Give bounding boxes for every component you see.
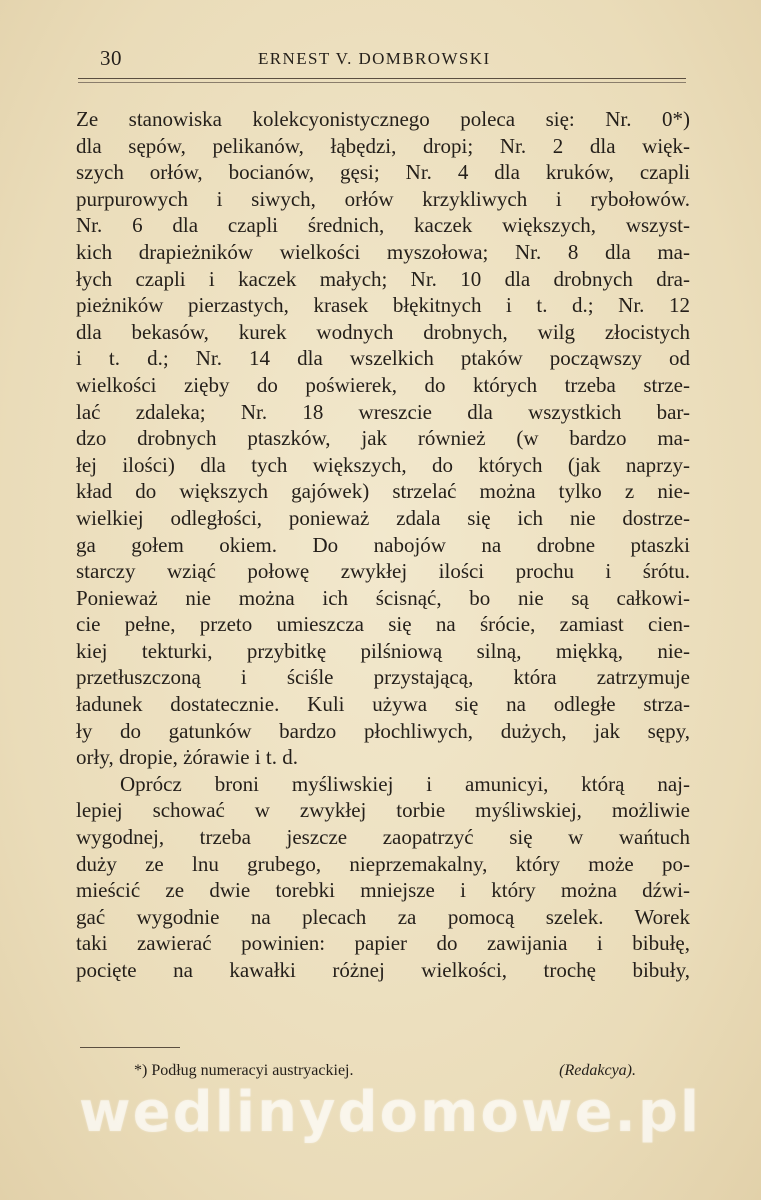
text-line: kład do większych gajówek) strzelać można tylko z nie- bbox=[76, 479, 690, 504]
text-line: starczy wziąć połowę zwykłej ilości prochu i śrótu. bbox=[76, 559, 690, 584]
text-line: dla sępów, pelikanów, łąbędzi, dropi; Nr. 2 dla więk- bbox=[76, 133, 690, 158]
text-line: cie pełne, przeto umieszcza się na śrócie, zamiast cien- bbox=[76, 612, 690, 637]
text-line: dla bekasów, kurek wodnych drobnych, wilg złocistych bbox=[76, 319, 690, 344]
text-line: lać zdaleka; Nr. 18 wreszcie dla wszystkich bar- bbox=[76, 399, 690, 424]
text-line: łych czapli i kaczek małych; Nr. 10 dla drobnych dra- bbox=[76, 266, 690, 291]
text-line: szych orłów, bocianów, gęsi; Nr. 4 dla kruków, czapli bbox=[76, 160, 690, 185]
text-line: wielkiej odległości, ponieważ zdala się ich nie dostrze- bbox=[76, 505, 690, 530]
text-line: Ponieważ nie można ich ścisnąć, bo nie są całkowi- bbox=[76, 585, 690, 610]
text-line: ga gołem okiem. Do nabojów na drobne ptaszki bbox=[76, 532, 690, 557]
footnote bbox=[134, 1060, 654, 1082]
footnote-credit: (Redakcya). bbox=[559, 1062, 636, 1079]
footnote-rule bbox=[80, 1047, 180, 1048]
text-line: przetłuszczoną i ściśle przystającą, która zatrzymuje bbox=[76, 665, 690, 690]
text-line: pieżników pierzastych, krasek błękitnych i t. d.; Nr. 12 bbox=[76, 293, 690, 318]
body-text bbox=[76, 106, 690, 984]
paragraph-end-line: orły, dropie, żórawie i t. d. bbox=[76, 745, 298, 770]
footnote-text: *) Podług numeracyi austryackiej. bbox=[134, 1062, 354, 1079]
text-line: kich drapieżników wielkości myszołowa; Nr. 8 dla ma- bbox=[76, 239, 690, 264]
text-line: duży ze lnu grubego, nieprzemakalny, który może po- bbox=[76, 851, 690, 876]
text-line: mieścić ze dwie torebki mniejsze i który można dźwi- bbox=[76, 878, 690, 903]
header-rule-secondary bbox=[78, 82, 686, 83]
text-line: gać wygodnie na plecach za pomocą szelek. Worek bbox=[76, 904, 690, 929]
text-line: ładunek dostatecznie. Kuli używa się na odległe strza- bbox=[76, 692, 690, 717]
text-line: dzo drobnych ptaszków, jak również (w bardzo ma- bbox=[76, 426, 690, 451]
text-line: Ze stanowiska kolekcyonistycznego poleca się: Nr. 0*) bbox=[76, 107, 690, 131]
page-header bbox=[78, 46, 688, 76]
text-line: łej ilości) dla tych większych, do których (jak naprzy- bbox=[76, 452, 690, 477]
text-line: wygodnej, trzeba jeszcze zaopatrzyć się w wańtuch bbox=[76, 825, 690, 850]
text-line: kiej tekturki, przybitkę pilśniową silną, miękką, nie- bbox=[76, 638, 690, 663]
text-line: purpurowych i siwych, orłów krzykliwych i rybołowów. bbox=[76, 186, 690, 211]
running-head: ERNEST V. DOMBROWSKI bbox=[258, 49, 491, 68]
text-line: taki zawierać powinien: papier do zawijania i bibułę, bbox=[76, 931, 690, 956]
text-line: Nr. 6 dla czapli średnich, kaczek większych, wszyst- bbox=[76, 213, 690, 238]
text-line: i t. d.; Nr. 14 dla wszelkich ptaków począwszy od bbox=[76, 346, 690, 371]
paragraph-start-line: Oprócz broni myśliwskiej i amunicyi, którą naj- bbox=[120, 771, 690, 796]
text-line: lepiej schować w zwykłej torbie myśliwskiej, możliwie bbox=[76, 798, 690, 823]
watermark: wedlinydomowe.pl bbox=[78, 1080, 702, 1145]
page-number: 30 bbox=[100, 46, 122, 70]
text-line: pocięte na kawałki różnej wielkości, trochę bibuły, bbox=[76, 958, 690, 982]
text-line: ły do gatunków bardzo płochliwych, dużych, jak sępy, bbox=[76, 718, 690, 743]
header-rule bbox=[78, 78, 686, 79]
text-line: wielkości zięby do poświerek, do których trzeba strze- bbox=[76, 372, 690, 397]
